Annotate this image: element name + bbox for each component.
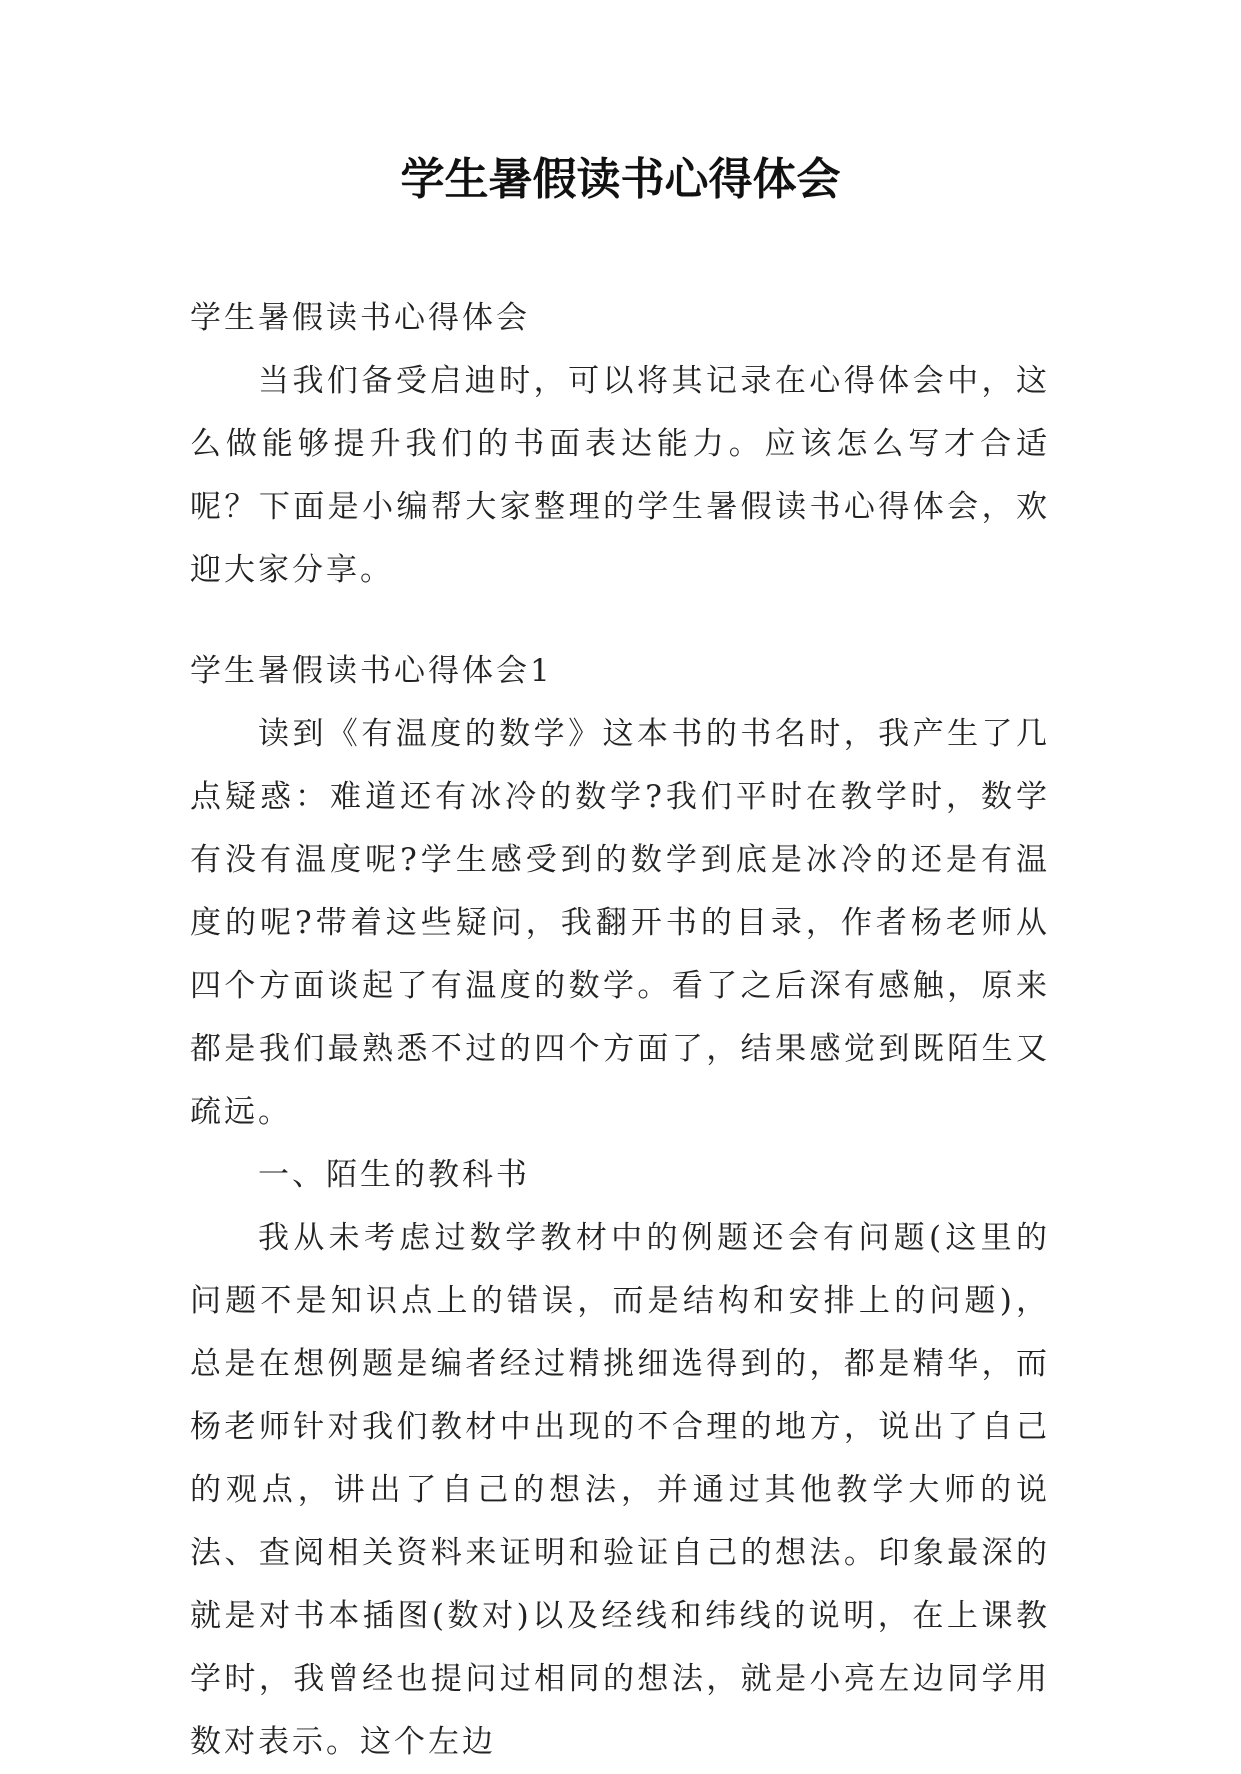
intro-heading: 学生暑假读书心得体会 [190, 300, 530, 336]
section-1-heading: 学生暑假读书心得体会1 [190, 653, 553, 689]
section-1-paragraph-2: 我从未考虑过数学教材中的例题还会有问题(这里的问题不是知识点上的错误，而是结构和安排上的问题)，总是在想例题是编者经过精挑细选得到的，都是精华，而杨老师针对我们教材中出现的不合理的地方，说出了自己的观点，讲出了自己的想法，并通过其他教学大师的说法、查阅相关资料来证明和验证自己的想法。印象最深的就是对书本插图(数对)以及经线和纬线的说明，在上课教学时，我曾经也提问过相同的想法，就是小亮左边同学用数对表示。这个左边 [190, 1220, 1050, 1760]
intro-paragraph: 当我们备受启迪时，可以将其记录在心得体会中，这么做能够提升我们的书面表达能力。应该怎么写才合适呢？下面是小编帮大家整理的学生暑假读书心得体会，欢迎大家分享。 [190, 363, 1050, 588]
section-spacer [190, 602, 1050, 640]
subheading-unfamiliar-textbook: 一、陌生的教科书 [258, 1157, 530, 1193]
section-1-paragraph-1: 读到《有温度的数学》这本书的书名时，我产生了几点疑惑：难道还有冰冷的数学?我们平时在教学时，数学有没有温度呢?学生感受到的数学到底是冰冷的还是有温度的呢?带着这些疑问，我翻开书的目录，作者杨老师从四个方面谈起了有温度的数学。看了之后深有感触，原来都是我们最熟悉不过的四个方面了，结果感觉到既陌生又疏远。 [190, 716, 1050, 1130]
document-body [190, 287, 1050, 1774]
document-title: 学生暑假读书心得体会 [400, 154, 841, 205]
